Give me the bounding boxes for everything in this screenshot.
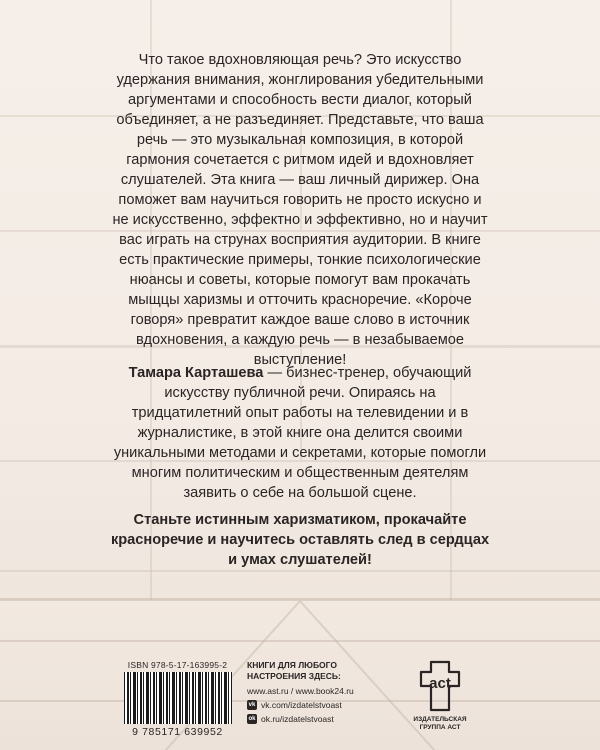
logo-text: act [429,675,451,692]
publisher-logo [400,658,480,743]
links-title [247,660,387,682]
barcode-block [120,660,235,740]
floor-seam [0,640,600,642]
author-bio: — бизнес-тренер, обучающий искусству публичной речи. Опираясь на тридцатилетний опыт работы на телевидении и в журналистике, в этой книге она делится своими уникальными методами и секретами, которые помогли многим политическим и общественным деятелям заявить о себе на большой сцене. [113,365,487,501]
publisher-caption [400,716,480,732]
book-description: Что такое вдохновляющая речь? Это искусство удержания внимания, жонглирования убедительными аргументами и способность вести диалог, который объединяет, а не разъединяет. Представьте, что ваша речь — это музыкальная композиция, в которой гармония сочетается с ритмом идей и вдохновляет слушателей. Эта книга — ваш личный дирижер. Она поможет вам научиться говорить не просто искусно и не искусственно, эффектно и эффективно, но и научит вас играть на струнах восприятия аудитории. В книге есть практические примеры, тонкие психологические нюансы и советы, которые помогут вам прокачать мыщцы харизмы и отточить красноречие. «Короче говоря» превратит каждое ваше слово в источник вдохновения, а каждую речь — в незабываемое выступление! [112,52,488,368]
ok-link-text: ok.ru/izdatelstvoast [261,714,334,724]
vk-link-text: vk.com/izdatelstvoast [261,700,342,710]
ean-number: 9 785171 639952 [132,726,223,738]
publisher-links [247,660,387,724]
isbn-text: ISBN 978-5-17-163995-2 [127,660,228,670]
publisher-caption-line: ИЗДАТЕЛЬСКАЯ [413,716,467,723]
ok-link[interactable] [247,714,387,724]
wall-seam [0,570,600,572]
site-links[interactable]: www.ast.ru / www.book24.ru [247,686,354,696]
author-name: Тамара Карташева [128,365,264,381]
barcode-icon [124,672,232,724]
links-title-line: КНИГИ ДЛЯ ЛЮБОГО [247,660,337,670]
ast-logo-icon [411,658,469,714]
call-to-action: Станьте истинным харизматиком, прокачайте красноречие и научитесь оставлять след в сердцах и умах слушателей! [110,512,490,568]
vk-icon: vk [248,702,256,708]
ok-icon: ok [248,716,256,722]
publisher-caption-line: ГРУППА АСТ [419,724,461,731]
links-title-line: НАСТРОЕНИЯ ЗДЕСЬ: [247,671,341,681]
vk-link[interactable] [247,700,387,710]
author-info [110,363,490,503]
